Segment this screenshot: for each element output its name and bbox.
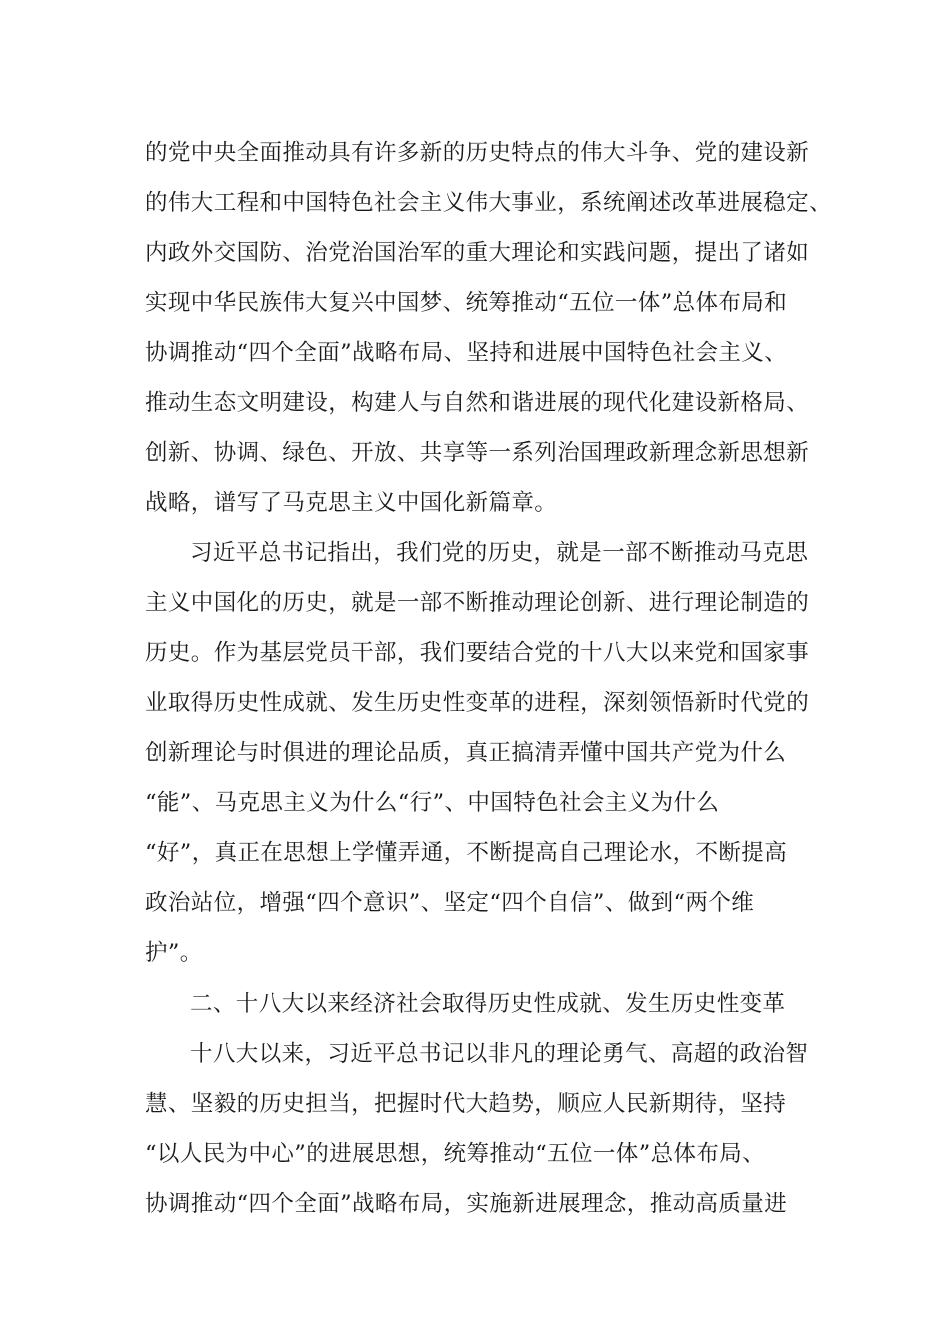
text-line: 的伟大工程和中国特色社会主义伟大事业，系统阐述改革进展稳定、	[145, 190, 833, 216]
text-line: 主义中国化的历史，就是一部不断推动理论创新、进行理论制造的	[145, 590, 810, 616]
section-heading: 二、十八大以来经济社会取得历史性成就、发生历史性变革	[190, 991, 786, 1017]
text-line: 内政外交国防、治党治国治军的重大理论和实践问题，提出了诸如	[145, 240, 810, 266]
text-line: 政治站位，增强“四个意识”、坚定“四个自信”、做到“两个维	[145, 890, 755, 916]
text-line: “以人民为中心”的进展思想，统筹推动“五位一体”总体布局、	[145, 1141, 766, 1167]
text-line: 战略，谱写了马克思主义中国化新篇章。	[145, 490, 558, 516]
text-line: 实现中华民族伟大复兴中国梦、统筹推动“五位一体”总体布局和	[145, 290, 788, 316]
text-line: 慧、坚毅的历史担当，把握时代大趋势，顺应人民新期待，坚持	[145, 1091, 787, 1117]
text-line: 创新、协调、绿色、开放、共享等一系列治国理政新理念新思想新	[145, 440, 810, 466]
text-line: 历史。作为基层党员干部，我们要结合党的十八大以来党和国家事	[145, 640, 810, 666]
paragraph-first-line: 十八大以来，习近平总书记以非凡的理论勇气、高超的政治智	[190, 1041, 809, 1067]
text-line: 护”。	[145, 940, 203, 966]
text-line: 的党中央全面推动具有许多新的历史特点的伟大斗争、党的建设新	[145, 140, 810, 166]
text-line: 协调推动“四个全面”战略布局，实施新进展理念，推动高质量进	[145, 1191, 788, 1217]
text-line: 协调推动“四个全面”战略布局、坚持和进展中国特色社会主义、	[145, 340, 788, 366]
paragraph-first-line: 习近平总书记指出，我们党的历史，就是一部不断推动马克思	[190, 540, 809, 566]
text-line: “能”、马克思主义为什么“行”、中国特色社会主义为什么	[145, 790, 720, 816]
text-line: 业取得历史性成就、发生历史性变革的进程，深刻领悟新时代党的	[145, 690, 810, 716]
text-line: “好”，真正在思想上学懂弄通，不断提高自己理论水，不断提高	[145, 840, 788, 866]
text-line: 推动生态文明建设，构建人与自然和谐进展的现代化建设新格局、	[145, 390, 810, 416]
text-line: 创新理论与时俱进的理论品质，真正搞清弄懂中国共产党为什么	[145, 740, 787, 766]
